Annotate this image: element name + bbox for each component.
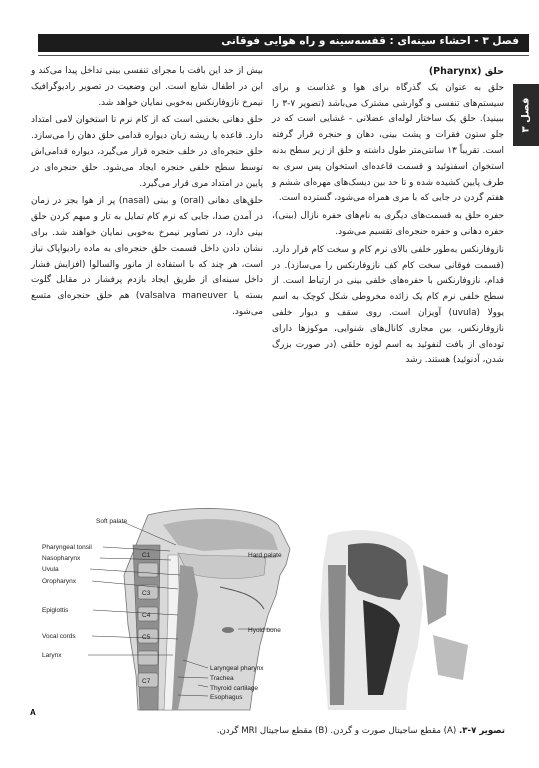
side-tab-label: فصل ۳ xyxy=(520,97,532,133)
label-laryngeal-pharynx: Laryngeal pharynx xyxy=(210,665,264,672)
label-trachea: Trachea xyxy=(210,675,234,682)
chapter-title: فصل ۳ - احشاء سینه‌ای : قفسه‌سینه و راه هوایی فوقانی xyxy=(221,35,519,47)
label-epiglottis: Epiglottis xyxy=(42,607,69,614)
panel-label-a: A xyxy=(30,708,36,717)
paragraph: بیش از حد این بافت با مجرای تنفسی بینی تداخل پیدا می‌کند و این در اطفال شایع است. این وضعیت در تصویر رادیوگرافیک نیمرخ نازوفارنکس به‌خوبی نمایان خواهد شد. xyxy=(31,66,263,108)
label-thyroid-cartilage: Thyroid cartilage xyxy=(210,685,259,692)
paragraph: حفره حلق به قسمت‌های دیگری به نام‌های حفره نازال (بینی)، حفره دهانی و حفره حنجره‌ای تقسیم می‌شود. xyxy=(272,211,504,237)
caption-text: (A) مقطع ساجیتال صورت و گردن. (B) مقطع ساجیتال MRI گردن. xyxy=(216,726,457,736)
label-uvula: Uvula xyxy=(42,566,59,573)
label-hard-palate: Hard palate xyxy=(248,552,282,559)
label-larynx: Larynx xyxy=(42,652,62,659)
mri-image xyxy=(298,515,493,710)
section-title: حلق (Pharynx) xyxy=(428,66,504,77)
label-c3: C3 xyxy=(142,590,151,597)
figure-caption xyxy=(217,726,505,736)
label-esophagus: Esophagus xyxy=(210,694,243,701)
label-c5: C5 xyxy=(142,634,151,641)
anatomy-figure xyxy=(28,505,499,720)
label-nasopharynx: Nasopharynx xyxy=(42,555,81,562)
paragraph: حلق دهانی بخشی است که از کام نرم تا استخوان لامی امتداد دارد. قاعده یا ریشه زبان دیواره قدامی حلق دهان را می‌سازد. حلق حنجره‌ای در خلف حنجره قرار می‌گیرد، دیواره قدامی‌اش توسط سطح خلفی حنجره ایجاد می‌شود. حلق حنجره‌ای در پایین در امتداد مری قرار می‌گیرد. xyxy=(31,115,263,189)
label-soft-palate: Soft palate xyxy=(96,518,128,525)
label-oropharynx: Oropharynx xyxy=(42,578,76,585)
right-text-column xyxy=(272,64,504,371)
label-vocal-cords: Vocal cords xyxy=(42,633,76,640)
header-divider xyxy=(38,55,529,56)
label-hyoid-bone: Hyoid bone xyxy=(248,627,281,634)
label-c1: C1 xyxy=(142,552,151,559)
paragraph: نازوفارنکس به‌طور خلفی بالای نرم کام و سخت کام قرار دارد. (قسمت فوقانی سخت کام کف نازوفارنکس را می‌سازد). در قدام، نازوفارنکس با حفره‌های خلفی بینی در ارتباط است. از سطح خلفی نرم کام یک زائده مخروطی شکل کوچک به اسم یوولا (uvula) آویزان است. روی سقف و دیوار خلفی نازوفارنکس، بین مجاری کانال‌های شنوایی، موکوزها دارای توده‌ای از بافت لنفوئید به اسم لوزه حلقی (در صورت بزرگ شدن، آدنوئید) هستند. رشد xyxy=(272,244,504,366)
caption-number: تصویر ۷-۳. xyxy=(459,726,505,736)
left-text-column xyxy=(31,64,263,323)
label-c7: C7 xyxy=(142,678,151,685)
chapter-header xyxy=(38,34,529,52)
paragraph: حلق‌های دهانی (oral) و بینی (nasal) پر از هوا بجز در زمان در آمدن صدا، جایی که نرم کام تمایل به تار و مبهم کردن حلق بینی دارد، در تصاویر نیمرخ به‌خوبی نمایان خواهند شد. برای نشان دادن داخل قسمت حلق حنجره‌ای به ماده رادیواپاک نیاز است، هر چند که با استفاده از مانور والسالوا (افزایش فشار داخل سینه‌ای از طریق ایجاد بازدم پرفشار در مقابل گلوت بسته یا valsalva maneuver) هم حلق حنجره‌ای متسع می‌شود. xyxy=(31,196,264,317)
paragraph: حلق به عنوان یک گذرگاه برای هوا و غذاست و برای سیستم‌های تنفسی و گوارشی مشترک می‌باشد (تصویر ۷-۳ را ببینید). حلق یک ساختار لوله‌ای عضلانی - غشایی است که در جلو ستون فقرات و پشت بینی، دهان و حنجره قرار گرفته است. تقریباً ۱۳ سانتی‌متر طول داشته و حلق از زیر سطح بدنه استخوان اسفنوئید و قسمت قاعده‌ای استخوان پس سری به طرف پایین کشیده شده و تا حد بین دیسک‌های مهره‌ای ششم و هفتم گردن در جایی که با مری همراه می‌شود، گسترده است. xyxy=(272,82,504,204)
sagittal-illustration xyxy=(28,505,499,720)
label-pharyngeal-tonsil: Pharyngeal tonsil xyxy=(42,544,92,551)
label-c4: C4 xyxy=(142,612,151,619)
chapter-side-tab xyxy=(513,84,539,146)
